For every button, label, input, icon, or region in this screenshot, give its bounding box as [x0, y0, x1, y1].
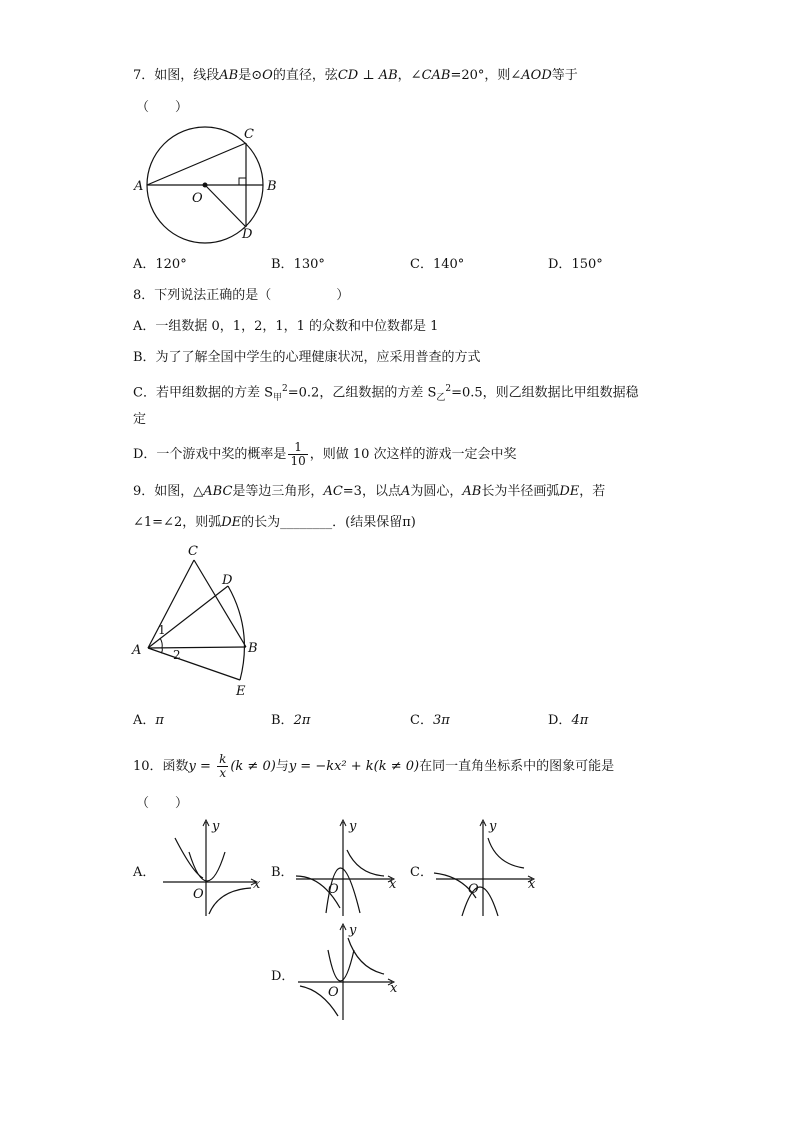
q10-c-y: y [489, 819, 497, 834]
q9-option-b: B．2π [271, 713, 311, 728]
q10-fraction: $\frac{k}{x}$ [219, 752, 227, 780]
q8-option-a: A．一组数据 0，1，2，1，1 的众数和中位数都是 1 [133, 319, 439, 334]
q7-label-d: D [242, 227, 253, 242]
q7-circle-figure [130, 122, 280, 242]
q8-option-c-cont: 定 [133, 412, 147, 427]
q7-option-c: C．140° [410, 257, 465, 272]
q8-option-d: D．一个游戏中奖的概率是 $\frac{1}{10}$ ，则做 10 次这样的游戏一定会中奖 [133, 440, 517, 468]
q7-answer-paren: （ ） [136, 100, 189, 115]
q7-label-o: O [192, 191, 203, 206]
q9-line2: ∠1=∠2，则弧DE的长为________．(结果保留π) [133, 515, 416, 530]
q10-b-x: x [389, 877, 397, 892]
q9-option-d: D．4π [548, 713, 589, 728]
q10-b-o: O [328, 882, 339, 897]
q9-label-2: 2 [173, 648, 181, 662]
q9-label-a: A [132, 643, 142, 658]
q10-option-a-letter: A． [133, 865, 156, 880]
q10-graph-a [155, 818, 265, 918]
q9-label-d: D [222, 573, 233, 588]
q9-option-c: C．3π [410, 713, 450, 728]
q9-label-1: 1 [158, 623, 166, 637]
q10-a-x: x [253, 877, 261, 892]
q10-answer-paren: （ ） [136, 796, 189, 811]
q9-triangle-figure [128, 540, 268, 705]
q10-option-c-letter: C． [410, 865, 433, 880]
q10-graph-c [432, 818, 542, 918]
q9-line1: 9．如图，△ABC是等边三角形，AC=3，以点A为圆心，AB长为半径画弧DE，若 [133, 484, 606, 499]
q10-option-d-letter: D． [271, 969, 295, 984]
q9-label-c: C [188, 544, 198, 559]
q10-d-x: x [390, 981, 398, 996]
q7-option-a: A．120° [133, 257, 187, 272]
q10-a-o: O [193, 887, 204, 902]
q10-stem: 10．函数y = $\frac{k}{x}$ (k ≠ 0)与y = −kx² + k(k ≠ 0)在同一直角坐标系中的图象可能是 [133, 752, 615, 780]
q10-d-y: y [349, 923, 357, 938]
q10-c-o: O [468, 882, 479, 897]
q9-option-a: A．π [133, 713, 164, 728]
q7-option-b: B．130° [271, 257, 325, 272]
q8-stem: 8．下列说法正确的是（ ） [133, 288, 350, 303]
q9-label-e: E [236, 684, 246, 699]
q10-graph-d [292, 922, 402, 1022]
q10-graph-b [292, 818, 402, 918]
q7-label-c: C [244, 127, 254, 142]
q10-a-y: y [212, 819, 220, 834]
q7-option-d: D．150° [548, 257, 603, 272]
q10-b-y: y [349, 819, 357, 834]
q7-stem: 7．如图，线段AB是⊙O的直径，弦CD ⊥ AB，∠CAB=20°，则∠AOD等于 [133, 68, 578, 83]
q8-option-c: C．若甲组数据的方差 $S_甲^2=0.2$，乙组数据的方差 $S_乙^2=0.5$，则乙组数据比甲组数据稳 [133, 384, 639, 403]
q10-option-b-letter: B． [271, 865, 294, 880]
q10-c-x: x [528, 877, 536, 892]
q7-label-a: A [134, 179, 144, 194]
q7-label-b: B [267, 179, 277, 194]
q10-d-o: O [328, 985, 339, 1000]
q8-option-b: B．为了了解全国中学生的心理健康状况，应采用普查的方式 [133, 350, 481, 365]
q9-label-b: B [248, 641, 258, 656]
q8-fraction: $\frac{1}{10}$ [290, 440, 306, 468]
